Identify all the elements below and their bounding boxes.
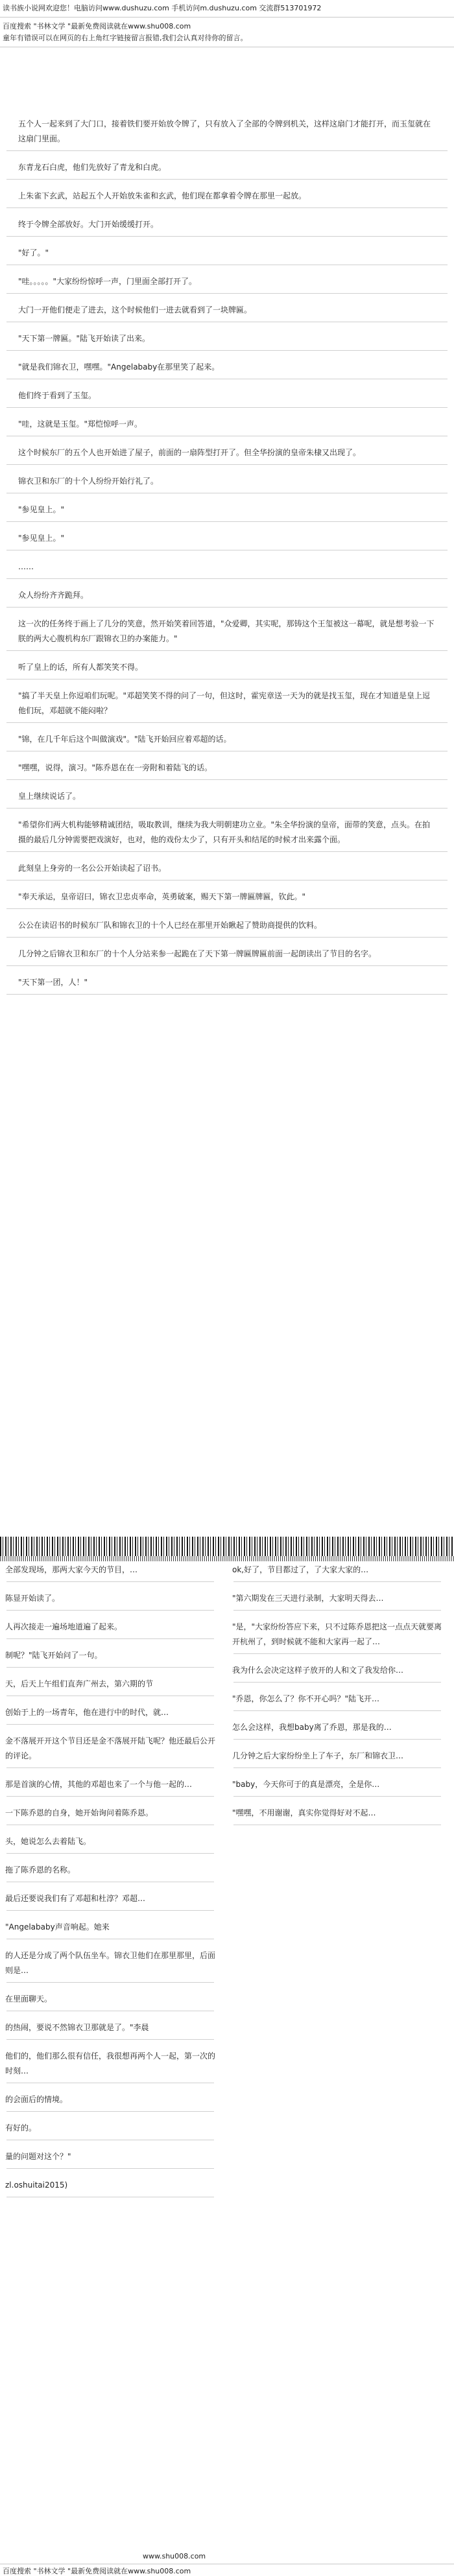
paragraph-rule [6,937,448,938]
paragraph: 的会面后的情境。 [5,2095,68,2104]
paragraph: 上朱雀下玄武，站起五个人开始放朱雀和玄武，他们现在都拿着令牌在那里一起放。 [18,191,307,200]
paragraph: 他们的，他们那么很有信任，我很想再两个人一起，第一次的时刻… [5,2051,216,2075]
paragraph-rule [233,1610,441,1611]
paragraph: 皇上继续说话了。 [18,792,81,801]
paragraph: "搞了半天皇上你逗咱们玩呢。"邓超笑笑不得的问了一句，但这时，霍宪章送一天为的就是找玉玺，现在才知道是皇上逗他们玩，邓超就不能闷啦？ [18,691,431,715]
paragraph: "参见皇上。" [18,505,65,514]
paragraph-rule [233,1581,441,1582]
paragraph: "希望你们两大机构能够精诚团结，吸取教训，继续为我大明朝建功立业。"朱全华扮演的皇帝，面带的笑意，点头。在拍摄的最后几分钟需要把戏演好，也对，他的戏份太少了，只有开头和结尾的时候才出来露个面。 [18,820,431,844]
paragraph: 人再次接走一遍场地道遍了起来。 [5,1622,123,1631]
paragraph: 创始于上的一场青年，他在进行中的时代，就… [5,1708,169,1717]
paragraph-rule [6,2111,214,2112]
paragraph-rule [6,350,448,351]
paragraph: 锦衣卫和东厂的十个人纷纷开始行礼了。 [18,477,159,486]
paragraph: "Angelababy声音响起。她来 [5,1922,110,1932]
paragraph: "嘿嘿，说得，演习。"陈乔恩在在一旁附和着陆飞的话。 [18,763,213,772]
paragraph-rule [6,150,448,151]
paragraph-rule [6,965,448,966]
paragraph-rule [6,851,448,852]
paragraph-rule [233,1796,441,1797]
paragraph: 终于令牌全部放好。大门开始缓缓打开。 [18,220,159,229]
paragraph-rule [6,1767,214,1768]
search-promo: 百度搜索 "书林文学 "最新免费阅读就在www.shu008.com [3,22,191,30]
paragraph: 大门一开他们便走了进去，这个时候他们一进去就看到了一块牌匾。 [18,305,252,314]
paragraph-rule [6,2168,214,2169]
paragraph-rule [6,1796,214,1797]
paragraph: 五个人一起来到了大门口，接着铁们要开始放令牌了，只有放入了全部的令牌到机关，这样这扇门才能打开，而玉玺就在这扇门里面。 [18,119,431,143]
paragraph-rule [6,1581,214,1582]
paragraph-rule [6,1667,214,1668]
paragraph: "奉天承运，皇帝诏曰，锦衣卫忠贞率命，英勇破案，赐天下第一牌匾牌匾，钦此。" [18,892,306,901]
paragraph: "参见皇上。" [18,534,65,543]
paragraph: …… [18,562,34,571]
paragraph: 众人纷纷齐齐跪拜。 [18,591,89,600]
paragraph-rule [6,207,448,208]
paragraph: "baby，今天你可于的真是漂亮，全是你… [232,1780,380,1789]
left-column [0,1563,221,2206]
paragraph: "哇，这就是玉玺。"郑恺惊呼一声。 [18,419,143,429]
paragraph-rule [6,779,448,780]
paragraph: 最后还要说我们有了邓超和杜淳？邓超… [5,1894,146,1903]
paragraph-rule [6,607,448,608]
right-column [227,1563,448,1834]
paragraph: 我为什么会决定这样子放开的人和文了我发给你… [232,1666,404,1675]
paragraph-rule [233,1739,441,1740]
paragraph-rule [233,1710,441,1711]
paragraph-rule [6,1853,214,1854]
paragraph-rule [6,1982,214,1983]
paragraph: 几分钟之后大家纷纷坐上了车子，东厂和锦衣卫… [232,1751,404,1760]
paragraph: 天，后天上午组们直奔广州去，第六期的节 [5,1679,154,1688]
paragraph: 那是首演的心情，其他的邓超也来了一个与他一起的… [5,1780,193,1789]
paragraph: 怎么会这样，我想baby离了乔恩，那是我的… [232,1723,392,1732]
paragraph: ok,好了，节目都过了，了大家大家的… [232,1565,369,1574]
paragraph-rule [233,1767,441,1768]
paragraph-rule [6,722,448,723]
paragraph: "是，"大家纷纷答应下来，只不过陈乔恩把这一点点天就要离开杭州了，到时候就不能和大家再一起了… [232,1622,442,1646]
paragraph: "第六期发在三天进行录制，大家明天得去… [232,1594,384,1603]
paragraph-rule [6,1724,214,1725]
divider [0,17,454,18]
paragraph-rule [6,1910,214,1911]
paragraph: "嘿嘿，不用谢谢，真实你觉得好对不起… [232,1808,376,1817]
page-footer [0,2552,454,2575]
paragraph: "好了。" [18,248,49,257]
paragraph: "就是我们锦衣卫，嘿嘿。"Angelababy在那里笑了起来。 [18,362,220,372]
paragraph: "天下第一团，人！" [18,978,88,987]
paragraph: 金不落展开开这个节目还是金不落展开陆飞呢？他还最后公开的评论。 [5,1736,216,1760]
paragraph: 陈显开始读了。 [5,1594,60,1603]
paragraph-rule [6,464,448,465]
paragraph: 头，她说怎么去着陆飞。 [5,1837,91,1846]
paragraph: 这一次的任务终于画上了几分的笑意，然开始笑着回答道，"众爱卿，其实呢，那铸这个王玺被这一幕呢，就是想考验一下朕的两大心腹机构东厂跟锦衣卫的办案能力。" [18,619,435,643]
scan-artifact [0,1556,454,1561]
paragraph-rule [233,1682,441,1683]
scan-artifact [0,1537,454,1556]
paragraph: 他们终于看到了玉玺。 [18,391,97,400]
paragraph: 此刻皇上身旁的一名公公开始读起了诏书。 [18,864,167,873]
paragraph: "乔恩，你怎么了？你不开心吗？"陆飞开… [232,1694,380,1703]
paragraph-rule [6,179,448,180]
paragraph-rule [6,808,448,809]
paragraph: "天下第一牌匾。"陆飞开始读了出来。 [18,334,150,343]
paragraph-rule [6,994,448,995]
footer-promo: 百度搜索 "书林文学 "最新免费阅读就在www.shu008.com [3,2567,191,2575]
paragraph-rule [6,1610,214,1611]
paragraph: 东青龙石白虎，他们先放好了青龙和白虎。 [18,163,167,172]
site-notice: 读书族小说网欢迎您！电脑访问www.dushuzu.com 手机访问m.dushuzu.com 交流群513701972 [3,4,322,12]
paragraph-rule [6,1638,214,1639]
paragraph: 公公在读诏书的时候东厂队和锦衣卫的十个人已经在那里开始瞅起了赞助商提供的饮料。 [18,921,322,930]
paragraph-rule [6,293,448,294]
paragraph-rule [6,650,448,651]
paragraph-rule [6,407,448,408]
paragraph: 这个时候东厂的五个人也开始进了屋子，前面的一扇阵型打开了。但全华扮演的皇帝朱棣又出现了。 [18,448,361,457]
paragraph: 制呢？"陆飞开始问了一句。 [5,1651,102,1660]
paragraph: 的热闹，要说不然锦衣卫那就是了。"李晨 [5,2023,149,2032]
paragraph: 几分钟之后锦衣卫和东厂的十个人分站来参一起跪在了天下第一牌匾牌匾前面一起朗读出了节目的名字。 [18,949,377,958]
paragraph: zl.oshuitai2015) [5,2180,68,2190]
paragraph: 全部发现场，那两大家今天的节目，… [5,1565,138,1574]
footer-brand: www.shu008.com [143,2552,206,2560]
paragraph-rule [233,1653,441,1654]
report-error-notice: 童年有错误可以在网页的右上角红字链接留言报错,我们会认真对待你的留言。 [3,34,248,42]
paragraph: 在里面聊天。 [5,1994,53,2003]
paragraph: 的人还是分成了两个队伍坐车。锦衣卫他们在那里那里，后面则是… [5,1951,216,1975]
paragraph: 量的问题对这个？" [5,2152,71,2161]
paragraph: 拖了陈乔恩的名称。 [5,1865,76,1874]
paragraph-rule [6,578,448,579]
paragraph-rule [6,236,448,237]
chapter-body [0,117,454,1004]
paragraph: "锦，在几千年后这个叫做演戏"。"陆飞开始回应着邓超的话。 [18,735,232,744]
paragraph-rule [6,2039,214,2040]
paragraph: "哇。。。。。"大家纷纷惊呼一声，门里面全部打开了。 [18,277,197,286]
paragraph: 听了皇上的话，所有人都笑笑不得。 [18,663,143,672]
paragraph-rule [6,908,448,909]
paragraph: 有好的。 [5,2123,37,2133]
paragraph-rule [6,521,448,522]
paragraph: 一下陈乔恩的自身，她开始询问着陈乔恩。 [5,1808,154,1817]
